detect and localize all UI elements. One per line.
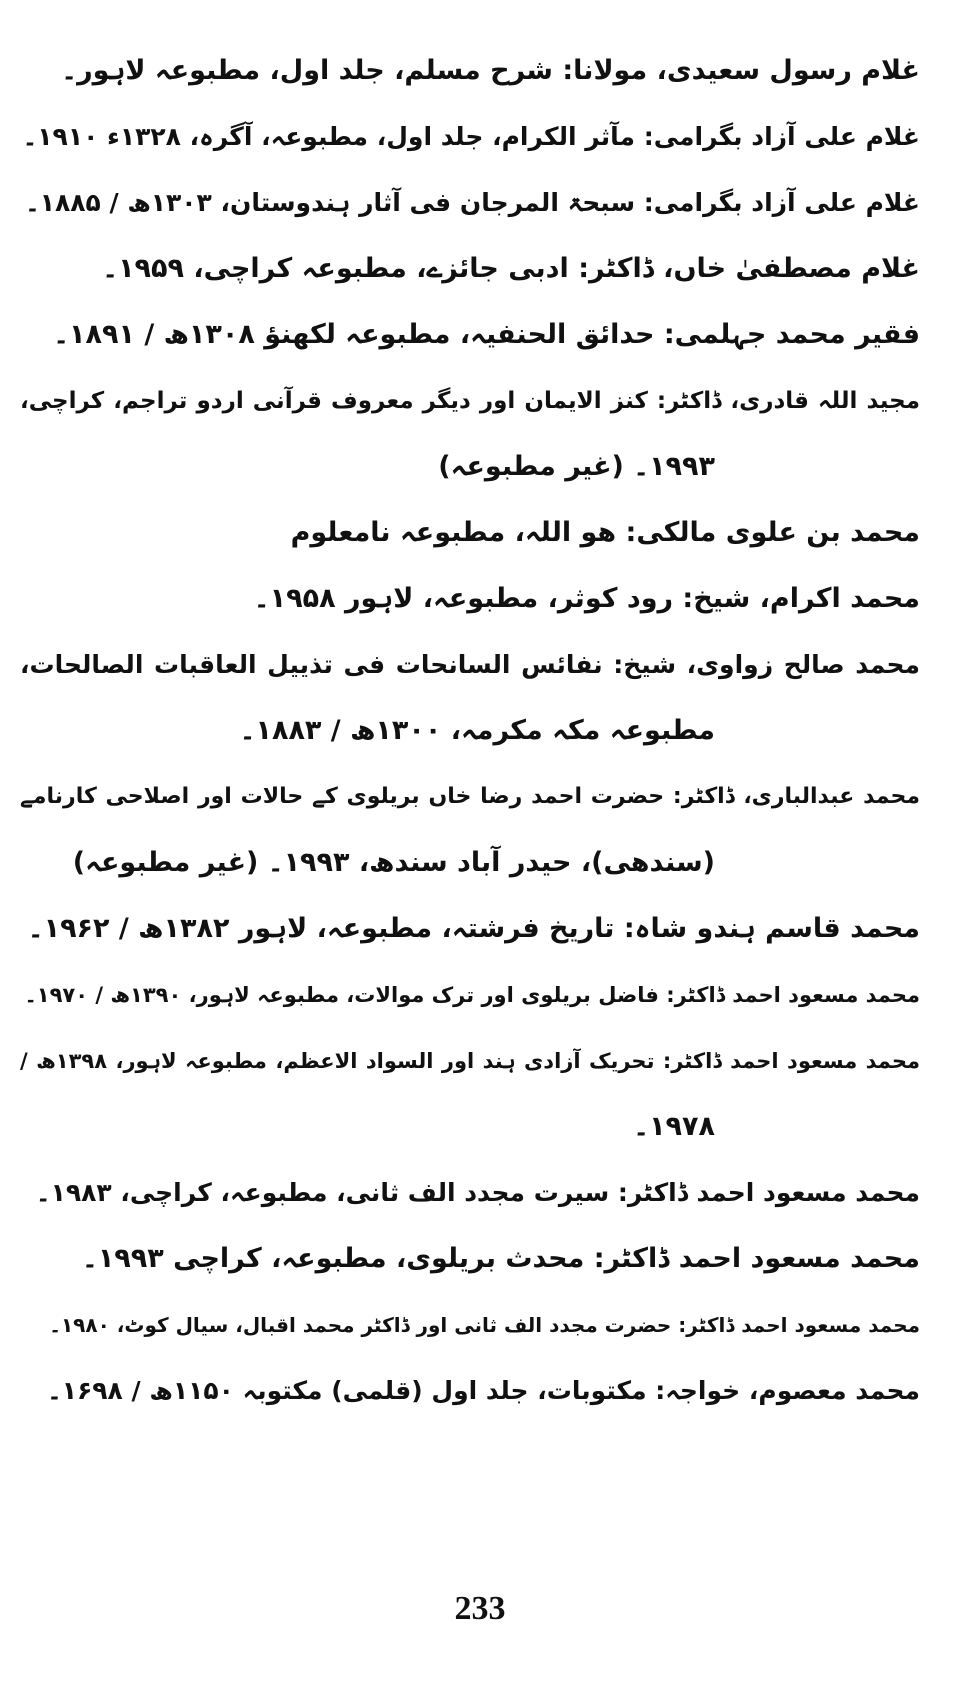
entry-line: محمد مسعود احمد ڈاکٹر: محدث بریلوی، مطبوعہ، کراچی ۱۹۹۳۔ <box>82 1243 920 1274</box>
bibliography-entry <box>20 896 920 962</box>
bibliography-entry <box>20 1028 920 1160</box>
bibliography-entry <box>20 1226 920 1292</box>
entry-continuation-line: ۱۹۹۳۔ (غیر مطبوعہ) <box>438 451 715 482</box>
entry-line: محمد مسعود احمد ڈاکٹر: حضرت مجدد الف ثانی اور ڈاکٹر محمد اقبال، سیال کوٹ، ۱۹۸۰۔ <box>49 1313 920 1337</box>
entry-continuation-line: ۱۹۷۸۔ <box>633 1111 715 1142</box>
entry-line: غلام مصطفیٰ خاں، ڈاکٹر: ادبی جائزے، مطبوعہ کراچی، ۱۹۵۹۔ <box>102 253 920 284</box>
entry-line: محمد بن علوی مالکی: ھو اللہ، مطبوعہ نامعلوم <box>290 517 920 548</box>
bibliography-entry <box>20 1358 920 1424</box>
bibliography-entry <box>20 1160 920 1226</box>
bibliography-entry <box>20 236 920 302</box>
entry-line: محمد عبدالباری، ڈاکٹر: حضرت احمد رضا خاں بریلوی کے حالات اور اصلاحی کارنامے <box>20 784 920 809</box>
entry-line: مجید اللہ قادری، ڈاکٹر: کنز الایمان اور دیگر معروف قرآنی اردو تراجم، کراچی، <box>20 388 920 414</box>
bibliography-entry <box>20 38 920 104</box>
bibliography-entry <box>20 500 920 566</box>
bibliography-entry <box>20 170 920 236</box>
entry-line: غلام رسول سعیدی، مولانا: شرح مسلم، جلد اول، مطبوعہ لاہور۔ <box>61 55 920 86</box>
entry-line: محمد اکرام، شیخ: رود کوثر، مطبوعہ، لاہور ۱۹۵۸۔ <box>253 583 920 614</box>
bibliography-entry <box>20 302 920 368</box>
entry-line: محمد مسعود احمد ڈاکٹر: فاضل بریلوی اور ترک موالات، مطبوعہ لاہور، ۱۳۹۰ھ / ۱۹۷۰۔ <box>24 983 920 1007</box>
bibliography-entry <box>20 1292 920 1358</box>
bibliography-entry <box>20 104 920 170</box>
bibliography-entry <box>20 962 920 1028</box>
bibliography-entry <box>20 566 920 632</box>
entry-line: فقیر محمد جہلمی: حدائق الحنفیہ، مطبوعہ لکھنؤ ۱۳۰۸ھ / ۱۸۹۱۔ <box>53 319 920 350</box>
entry-line: محمد مسعود احمد ڈاکٹر: سیرت مجدد الف ثانی، مطبوعہ، کراچی، ۱۹۸۳۔ <box>35 1178 920 1207</box>
bibliography-list <box>20 38 920 1424</box>
bibliography-entry <box>20 632 920 764</box>
entry-line: محمد قاسم ہندو شاہ: تاریخ فرشتہ، مطبوعہ، لاہور ۱۳۸۲ھ / ۱۹۶۲۔ <box>27 913 920 944</box>
entry-line: محمد صالح زواوی، شیخ: نفائس السانحات فی تذییل العاقبات الصالحات، <box>20 650 920 679</box>
entry-line: غلام علی آزاد بگرامی: سبحۃ المرجان فی آثار ہندوستان، ۱۳۰۳ھ / ۱۸۸۵۔ <box>25 188 920 217</box>
entry-line: غلام علی آزاد بگرامی: مآثر الکرام، جلد اول، مطبوعہ، آگرہ، ۱۳۲۸ء ۱۹۱۰۔ <box>22 122 920 151</box>
entry-line: محمد معصوم، خواجہ: مکتوبات، جلد اول (قلمی) مکتوبہ ۱۱۵۰ھ / ۱۶۹۸۔ <box>47 1376 920 1405</box>
entry-line: محمد مسعود احمد ڈاکٹر: تحریک آزادی ہند اور السواد الاعظم، مطبوعہ لاہور، ۱۳۹۸ھ / <box>20 1049 920 1073</box>
bibliography-entry <box>20 368 920 500</box>
bibliography-entry <box>20 764 920 896</box>
page-number: 233 <box>454 1590 506 1627</box>
entry-continuation-line: مطبوعہ مکہ مکرمہ، ۱۳۰۰ھ / ۱۸۸۳۔ <box>239 715 715 746</box>
entry-continuation-line: (سندھی)، حیدر آباد سندھ، ۱۹۹۳۔ (غیر مطبوعہ) <box>72 847 715 878</box>
